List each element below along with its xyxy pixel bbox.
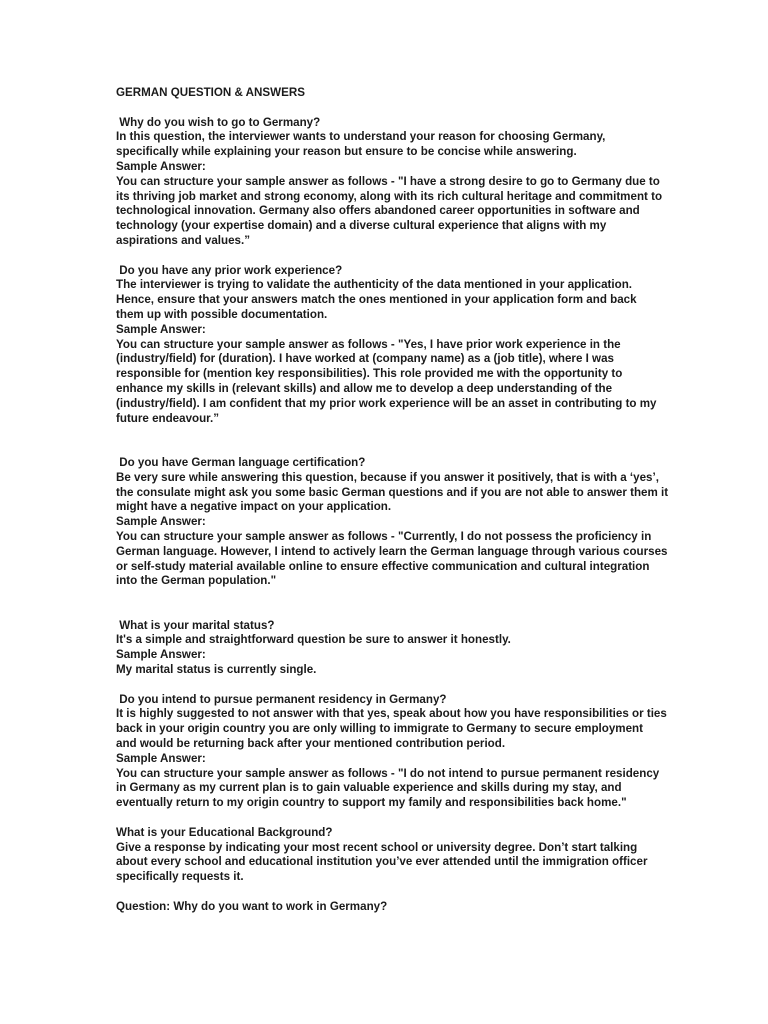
answer-line: technological innovation. Germany also offers abandoned career opportunities in software and — [116, 204, 640, 218]
answer-line: future endeavour.” — [116, 411, 220, 425]
explanation-line: Hence, ensure that your answers match the ones mentioned in your application form and back — [116, 293, 637, 307]
answer-line: German language. However, I intend to actively learn the German language through various courses — [116, 544, 668, 558]
answer-line: into the German population." — [116, 574, 277, 588]
spacer — [116, 885, 656, 900]
question-heading: What is your marital status? — [116, 618, 275, 632]
question-heading: Do you have any prior work experience? — [116, 263, 343, 277]
answer-line: in Germany as my current plan is to gain valuable experience and skills during my stay, and — [116, 781, 622, 795]
answer-line: You can structure your sample answer as follows - "I have a strong desire to go to Germany due to — [116, 174, 660, 188]
question-heading: Question: Why do you want to work in Germany? — [116, 899, 388, 913]
document-body — [116, 86, 669, 915]
explanation-line: specifically while explaining your reason but ensure to be concise while answering. — [116, 145, 577, 159]
explanation-line: about every school and educational institution you’ve ever attended until the immigration officer — [116, 855, 648, 869]
sample-answer-label: Sample Answer: — [116, 322, 206, 336]
answer-line: You can structure your sample answer as follows - "I do not intend to pursue permanent residency — [116, 766, 660, 780]
question-heading: Do you intend to pursue permanent residency in Germany? — [116, 692, 447, 706]
explanation-line: In this question, the interviewer wants to understand your reason for choosing Germany, — [116, 130, 606, 144]
sample-answer-label: Sample Answer: — [116, 751, 206, 765]
answer-line: its thriving job market and strong economy, along with its rich cultural heritage and commitment to — [116, 189, 663, 203]
explanation-line: back in your origin country you are only willing to immigrate to Germany to secure employment — [116, 722, 643, 736]
answer-line: responsible for (mention key responsibilities). This role provided me with the opportunity to — [116, 367, 623, 381]
answer-line: technology (your expertise domain) and a diverse cultural experience that aligns with my — [116, 219, 607, 233]
document-title: GERMAN QUESTION & ANSWERS — [116, 86, 305, 99]
question-heading: Why do you wish to go to Germany? — [116, 115, 321, 129]
answer-line: enhance my skills in (relevant skills) and allow me to develop a deep understanding of the — [116, 381, 613, 395]
answer-line: aspirations and values.” — [116, 233, 251, 247]
spacer — [116, 811, 656, 826]
spacer — [116, 249, 656, 264]
explanation-line: might have a negative impact on your application. — [116, 500, 392, 514]
sample-answer-label: Sample Answer: — [116, 159, 206, 173]
answer-line: (industry/field) for (duration). I have worked at (company name) as a (job title), where I was — [116, 352, 614, 366]
explanation-line: the consulate might ask you some basic German questions and if you are not able to answer them it — [116, 485, 669, 499]
explanation-line: and would be returning back after your mentioned contribution period. — [116, 737, 506, 751]
answer-line: (industry/field). I am confident that my prior work experience will be an asset in contributing to my — [116, 396, 657, 410]
explanation-line: It is highly suggested to not answer with that yes, speak about how you have responsibilities or ties — [116, 707, 667, 721]
answer-line: You can structure your sample answer as follows - "Yes, I have prior work experience in the — [116, 337, 621, 351]
explanation-line: them up with possible documentation. — [116, 307, 328, 321]
question-heading: Do you have German language certification? — [116, 455, 366, 469]
explanation-line: specifically requests it. — [116, 870, 244, 884]
spacer — [116, 589, 656, 619]
spacer — [116, 426, 656, 456]
answer-line: You can structure your sample answer as follows - "Currently, I do not possess the proficiency in — [116, 529, 652, 543]
question-heading: What is your Educational Background? — [116, 825, 333, 839]
explanation-line: Be very sure while answering this question, because if you answer it positively, that is with a ‘yes’, — [116, 470, 659, 484]
spacer — [116, 678, 656, 693]
answer-line: eventually return to my origin country to support my family and responsibilities back home." — [116, 796, 627, 810]
explanation-line: The interviewer is trying to validate the authenticity of the data mentioned in your application. — [116, 278, 633, 292]
explanation-line: Give a response by indicating your most recent school or university degree. Don’t start talking — [116, 840, 638, 854]
explanation-line: It's a simple and straightforward question be sure to answer it honestly. — [116, 633, 511, 647]
sample-answer-label: Sample Answer: — [116, 648, 206, 662]
answer-line: or self-study material available online to ensure effective communication and cultural integration — [116, 559, 650, 573]
answer-line: My marital status is currently single. — [116, 663, 317, 677]
sample-answer-label: Sample Answer: — [116, 515, 206, 529]
